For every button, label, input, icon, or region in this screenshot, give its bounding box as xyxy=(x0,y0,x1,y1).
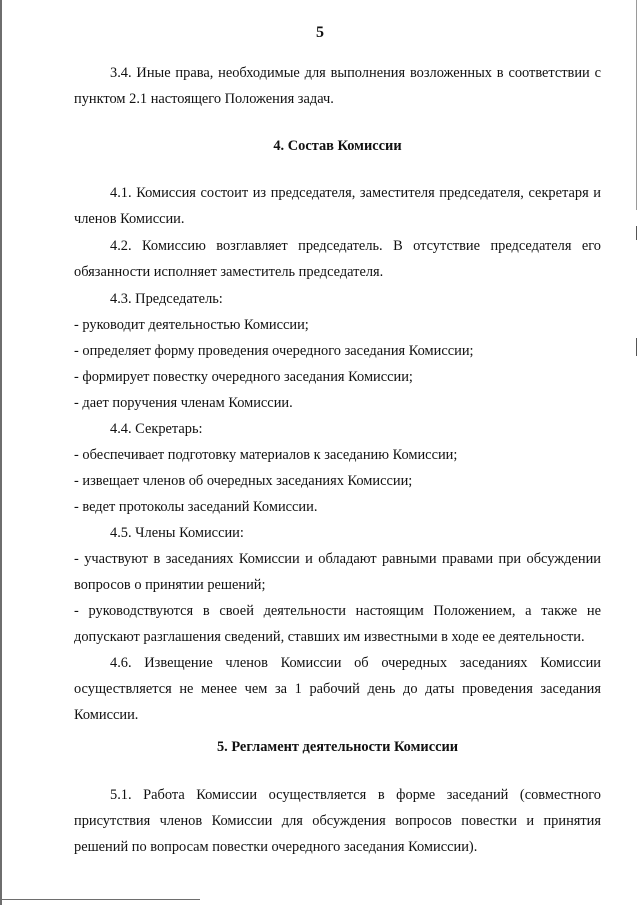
paragraph-4-4: 4.4. Секретарь: xyxy=(110,421,203,437)
paragraph-4-6: 4.6. Извещение членов Комиссии об очередных заседаниях Комиссии осуществляется не менее чем за 1 рабочий день до даты проведения заседания Комиссии. xyxy=(74,655,601,723)
secretary-duty-item: - обеспечивает подготовку материалов к заседанию Комиссии; xyxy=(74,447,458,463)
secretary-duty-item: - ведет протоколы заседаний Комиссии. xyxy=(74,499,318,515)
member-duty-item: - руководствуются в своей деятельности настоящим Положением, а также не допускают разглашения сведений, ставших им известными в ходе ее деятельности. xyxy=(74,603,601,645)
scan-mark xyxy=(636,338,637,356)
paragraph-5-1: 5.1. Работа Комиссии осуществляется в форме заседаний (совместного присутствия членов Комиссии для обсуждения вопросов повестки и принятия решений по вопросам повестки очередного заседания Комиссии). xyxy=(74,787,601,855)
paragraph-4-3: 4.3. Председатель: xyxy=(110,291,223,307)
chair-duty-item: - дает поручения членам Комиссии. xyxy=(74,395,293,411)
scan-edge-left xyxy=(0,0,2,905)
chair-duty-item: - определяет форму проведения очередного заседания Комиссии; xyxy=(74,343,474,359)
scan-mark xyxy=(636,226,637,240)
chair-duty-item: - формирует повестку очередного заседания Комиссии; xyxy=(74,369,413,385)
scan-edge-bottom xyxy=(0,899,200,900)
document-body xyxy=(74,60,601,860)
secretary-duty-item: - извещает членов об очередных заседаниях Комиссии; xyxy=(74,473,413,489)
paragraph-4-1: 4.1. Комиссия состоит из председателя, заместителя председателя, секретаря и членов Комиссии. xyxy=(74,185,601,227)
section-4-heading: 4. Состав Комиссии xyxy=(273,138,402,154)
section-5-heading: 5. Регламент деятельности Комиссии xyxy=(216,739,459,755)
member-duty-item: - участвуют в заседаниях Комиссии и обладают равными правами при обсуждении вопросов о принятии решений; xyxy=(74,551,601,593)
paragraph-3-4: 3.4. Иные права, необходимые для выполнения возложенных в соответствии с пунктом 2.1 настоящего Положения задач. xyxy=(74,65,601,107)
paragraph-4-2: 4.2. Комиссию возглавляет председатель. В отсутствие председателя его обязанности исполняет заместитель председателя. xyxy=(74,238,601,280)
page-number: 5 xyxy=(316,24,324,41)
chair-duty-item: - руководит деятельностью Комиссии; xyxy=(74,317,309,333)
paragraph-4-5: 4.5. Члены Комиссии: xyxy=(110,525,244,541)
